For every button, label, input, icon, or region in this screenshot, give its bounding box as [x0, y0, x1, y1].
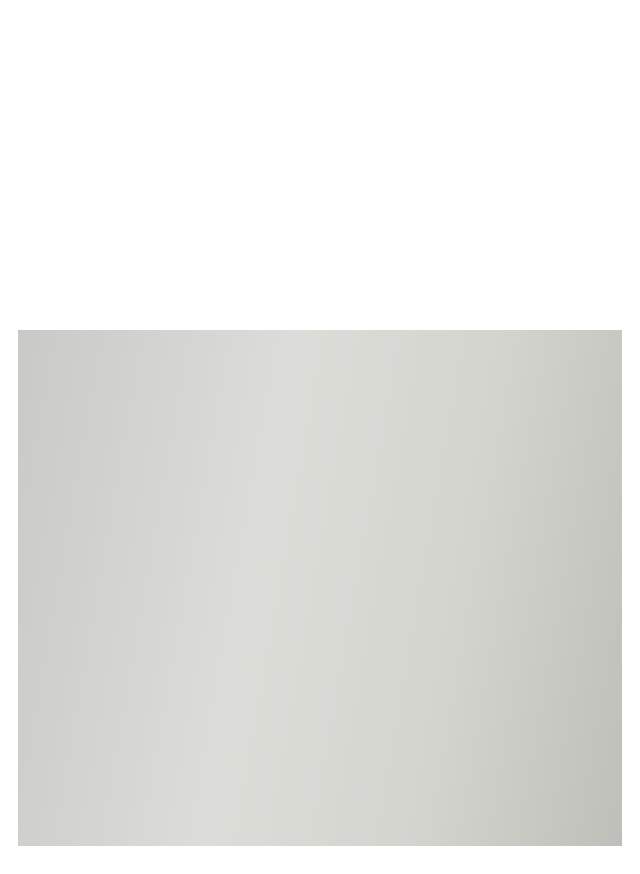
passage-letter — [40, 330, 602, 338]
passage — [40, 330, 602, 339]
scanned-exam-page — [18, 330, 622, 846]
